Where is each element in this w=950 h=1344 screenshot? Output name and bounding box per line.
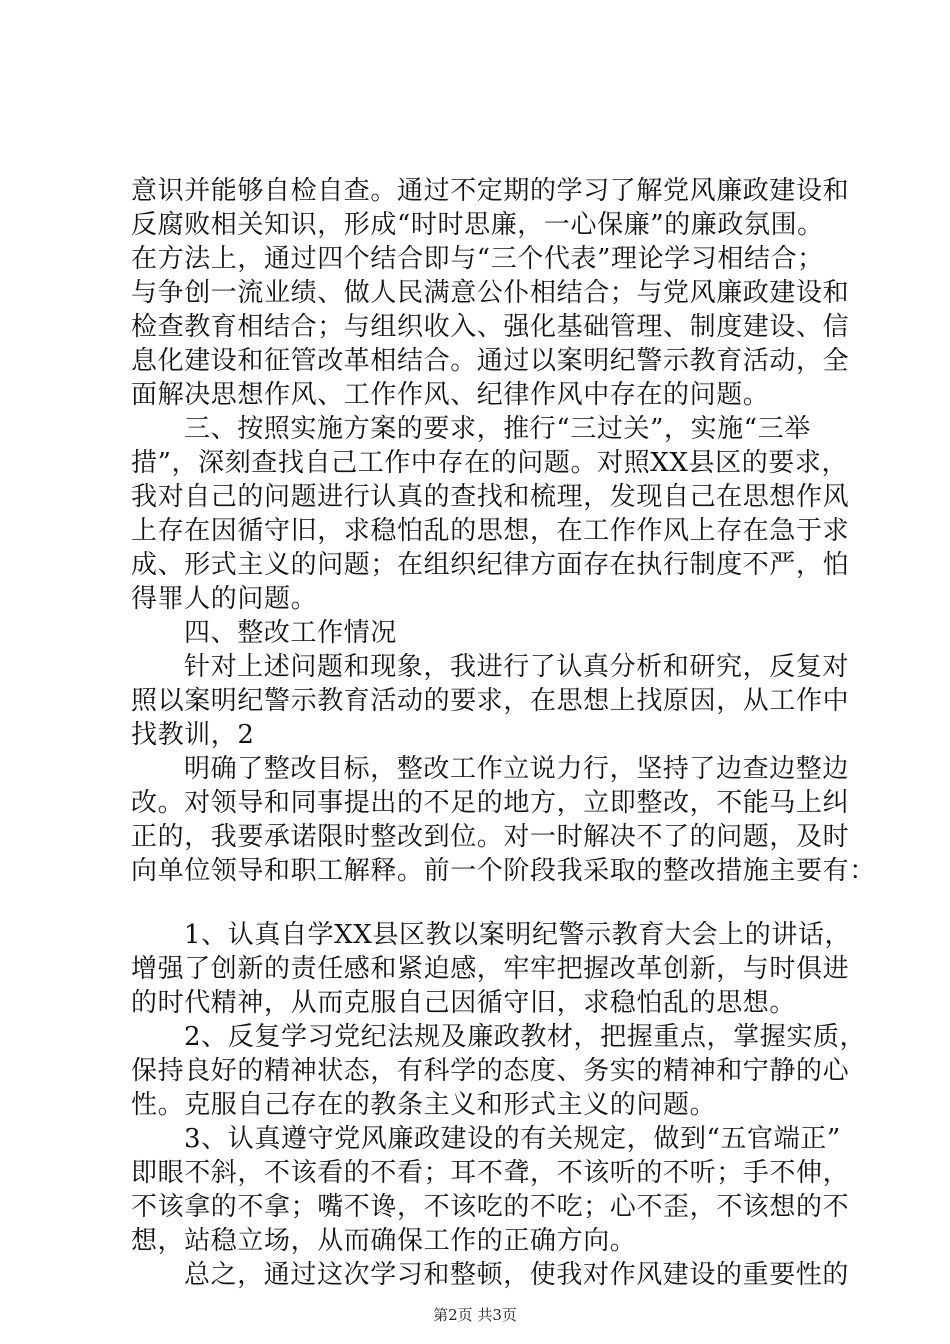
text-line: 针对上述问题和现象，我进行了认真分析和研究，反复对 xyxy=(184,652,850,682)
text-line: 与争创一流业绩、做人民满意公仆相结合；与党风廉政建设和 xyxy=(131,278,850,308)
text-line: 2、反复学习党纪法规及廉政教材，把握重点，掌握实质， xyxy=(184,1022,867,1052)
text-line: 1、认真自学XX县区教以案明纪警示教育大会上的讲话， xyxy=(184,920,852,950)
text-line: 改。对领导和同事提出的不足的地方，立即整改，不能马上纠 xyxy=(131,788,850,818)
text-line: 在方法上，通过四个结合即与“三个代表”理论学习相结合； xyxy=(131,244,824,274)
text-line: 照以案明纪警示教育活动的要求，在思想上找原因，从工作中 xyxy=(131,686,850,716)
text-line: 向单位领导和职工解释。前一个阶段我采取的整改措施主要有： xyxy=(131,856,876,886)
text-line: 保持良好的精神状态，有科学的态度、务实的精神和宁静的心 xyxy=(131,1056,850,1086)
text-line: 措”，深刻查找自己工作中存在的问题。对照XX县区的要求， xyxy=(131,448,849,478)
text-line: 总之，通过这次学习和整顿，使我对作风建设的重要性的 xyxy=(184,1260,850,1290)
text-line: 增强了创新的责任感和紧迫感，牢牢把握改革创新，与时俱进 xyxy=(131,954,850,984)
text-line: 找教训，2 xyxy=(131,720,255,750)
text-line: 反腐败相关知识，形成“时时思廉，一心保廉”的廉政氛围。 xyxy=(131,210,824,240)
text-line: 检查教育相结合；与组织收入、强化基础管理、制度建设、信 xyxy=(131,312,850,342)
text-line: 正的，我要承诺限时整改到位。对一时解决不了的问题，及时 xyxy=(131,822,850,852)
text-line: 我对自己的问题进行认真的查找和梳理，发现自己在思想作风 xyxy=(131,482,850,512)
section-heading: 四、整改工作情况 xyxy=(184,618,397,648)
text-line: 面解决思想作风、工作作风、纪律作风中存在的问题。 xyxy=(131,380,770,410)
text-line: 意识并能够自检自查。通过不定期的学习了解党风廉政建设和 xyxy=(131,176,850,206)
text-line: 息化建设和征管改革相结合。通过以案明纪警示教育活动，全 xyxy=(131,346,850,376)
text-line: 想，站稳立场，从而确保工作的正确方向。 xyxy=(131,1226,637,1256)
text-line: 3、认真遵守党风廉政建设的有关规定，做到“五官端正” xyxy=(184,1124,841,1154)
text-line: 即眼不斜，不该看的不看；耳不聋，不该听的不听；手不伸， xyxy=(131,1158,850,1188)
page-number: 第2页 共3页 xyxy=(433,1306,517,1324)
text-line: 三、按照实施方案的要求，推行“三过关”，实施“三举 xyxy=(184,414,811,444)
text-line: 明确了整改目标，整改工作立说力行，坚持了边查边整边 xyxy=(184,754,850,784)
text-line: 上存在因循守旧，求稳怕乱的思想，在工作作风上存在急于求 xyxy=(131,516,850,546)
text-line: 的时代精神，从而克服自己因循守旧，求稳怕乱的思想。 xyxy=(131,988,797,1018)
text-line: 得罪人的问题。 xyxy=(131,584,318,614)
text-line: 性。克服自己存在的教条主义和形式主义的问题。 xyxy=(131,1090,717,1120)
text-line: 不该拿的不拿；嘴不谗，不该吃的不吃；心不歪，不该想的不 xyxy=(131,1192,850,1222)
text-line: 成、形式主义的问题；在组织纪律方面存在执行制度不严，怕 xyxy=(131,550,850,580)
